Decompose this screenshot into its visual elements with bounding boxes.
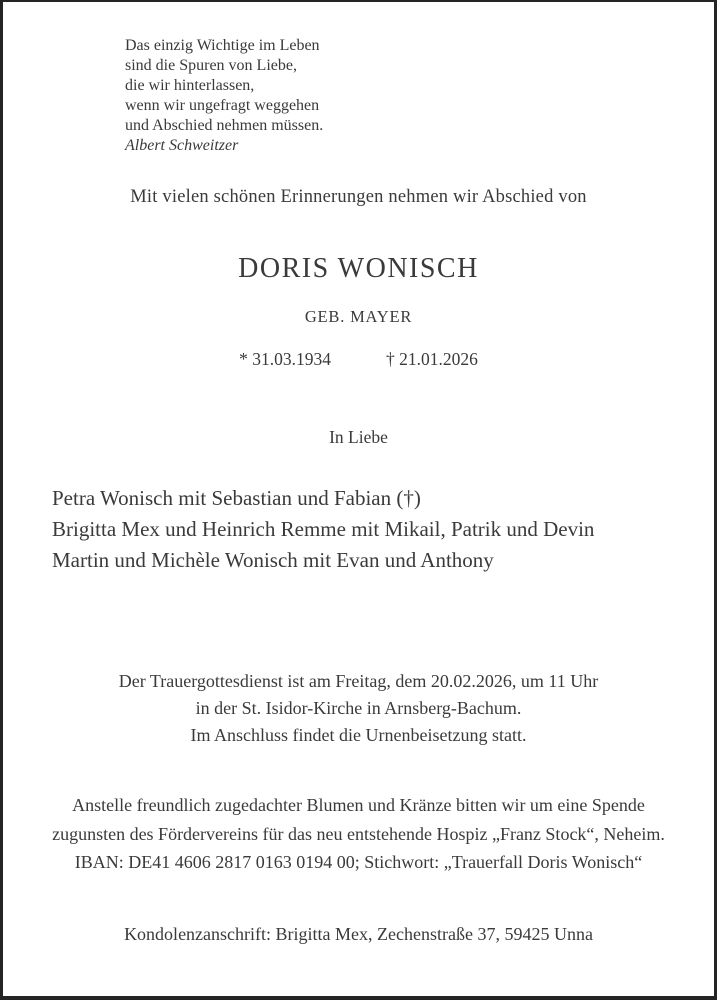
mourner-line: Martin und Michèle Wonisch mit Evan und Anthony: [52, 548, 494, 572]
service-line: Im Anschluss findet die Urnenbeisetzung statt.: [190, 725, 527, 745]
salutation: In Liebe: [329, 427, 388, 447]
service-block: [3, 668, 714, 749]
quote-line: und Abschied nehmen müssen.: [125, 117, 324, 134]
service-line: in der St. Isidor-Kirche in Arnsberg-Bachum.: [195, 698, 522, 718]
quote-block: [125, 36, 323, 156]
dates-row: [3, 349, 714, 370]
birth-date: * 31.03.1934: [239, 349, 331, 369]
death-date: † 21.01.2026: [386, 349, 478, 369]
quote-line: Das einzig Wichtige im Leben: [125, 37, 320, 54]
donation-line: zugunsten des Fördervereins für das neu entstehende Hospiz „Franz Stock“, Neheim.: [52, 823, 665, 844]
donation-line: IBAN: DE41 4606 2817 0163 0194 00; Stichwort: „Trauerfall Doris Wonisch“: [74, 852, 643, 872]
quote-line: sind die Spuren von Liebe,: [125, 57, 297, 74]
maiden-name: GEB. MAYER: [304, 307, 413, 326]
quote-line: die wir hinterlassen,: [125, 77, 255, 94]
deceased-name: DORIS WONISCH: [238, 253, 479, 284]
mourner-line: Petra Wonisch mit Sebastian und Fabian (†): [52, 486, 421, 510]
quote-attribution: Albert Schweitzer: [125, 137, 239, 154]
donation-block: [3, 791, 714, 877]
quote-line: wenn wir ungefragt weggehen: [125, 97, 320, 114]
intro-line: Mit vielen schönen Erinnerungen nehmen wir Abschied von: [130, 187, 587, 207]
condolence-line: Kondolenzanschrift: Brigitta Mex, Zechenstraße 37, 59425 Unna: [124, 924, 593, 944]
mourners-block: [52, 483, 594, 576]
mourner-line: Brigitta Mex und Heinrich Remme mit Mikail, Patrik und Devin: [52, 517, 595, 541]
service-line: Der Trauergottesdienst ist am Freitag, dem 20.02.2026, um 11 Uhr: [118, 671, 599, 691]
donation-line: Anstelle freundlich zugedachter Blumen und Kränze bitten wir um eine Spende: [72, 795, 645, 815]
